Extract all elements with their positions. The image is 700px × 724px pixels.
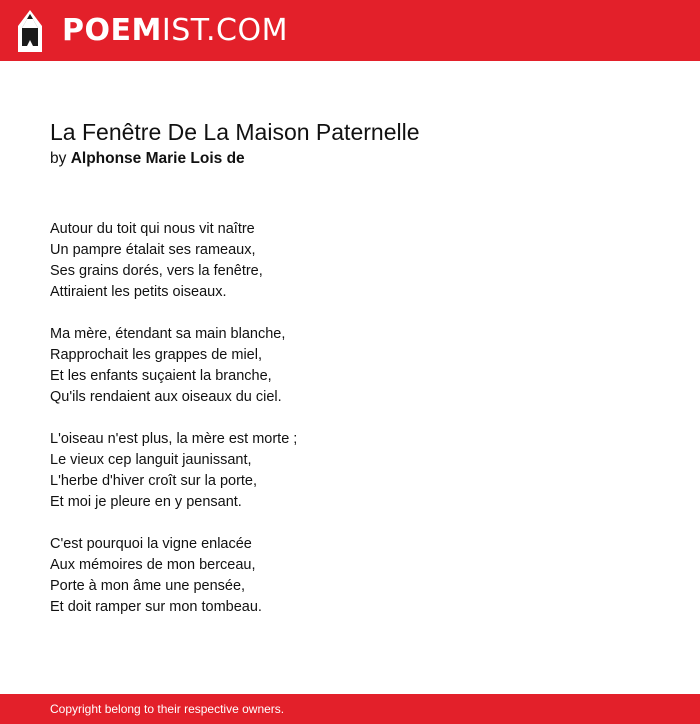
- poem-line: Autour du toit qui nous vit naître: [50, 221, 255, 237]
- poem-line: Attiraient les petits oiseaux.: [50, 284, 227, 300]
- site-header: [0, 0, 700, 61]
- site-logo[interactable]: [18, 10, 288, 52]
- site-logo-text: [62, 10, 288, 52]
- poem-line: Le vieux cep languit jaunissant,: [50, 452, 252, 468]
- poem-line: Qu'ils rendaient aux oiseaux du ciel.: [50, 389, 282, 405]
- logo-text-strong: POEM: [62, 13, 162, 48]
- poem-byline: [50, 149, 650, 169]
- poem-line: Aux mémoires de mon berceau,: [50, 557, 256, 573]
- stanza: [50, 534, 650, 618]
- poem-body: [50, 219, 650, 618]
- stanza: [50, 324, 650, 408]
- poem-line: Porte à mon âme une pensée,: [50, 578, 246, 594]
- poem-line: Et les enfants suçaient la branche,: [50, 368, 272, 384]
- site-footer: [0, 694, 700, 724]
- poem-line: Rapprochait les grappes de miel,: [50, 347, 262, 363]
- poem-line: L'oiseau n'est plus, la mère est morte ;: [50, 431, 298, 447]
- poem-line: Et doit ramper sur mon tombeau.: [50, 599, 262, 615]
- poem-content: [50, 116, 650, 639]
- poem-line: Un pampre étalait ses rameaux,: [50, 242, 256, 258]
- poem-line: C'est pourquoi la vigne enlacée: [50, 536, 252, 552]
- poem-line: Ses grains dorés, vers la fenêtre,: [50, 263, 263, 279]
- poem-line: Et moi je pleure en y pensant.: [50, 494, 242, 510]
- pencil-logo-icon: [18, 10, 42, 52]
- logo-text-light: IST.COM: [161, 13, 288, 48]
- copyright-notice: Copyright belong to their respective owners.: [50, 702, 285, 716]
- by-label: by: [50, 150, 67, 167]
- poem-line: Ma mère, étendant sa main blanche,: [50, 326, 286, 342]
- poem-title: La Fenêtre De La Maison Paternelle: [50, 119, 420, 145]
- poem-author[interactable]: Alphonse Marie Lois de: [70, 150, 245, 167]
- stanza: [50, 429, 650, 513]
- poem-line: L'herbe d'hiver croît sur la porte,: [50, 473, 258, 489]
- stanza: [50, 219, 650, 303]
